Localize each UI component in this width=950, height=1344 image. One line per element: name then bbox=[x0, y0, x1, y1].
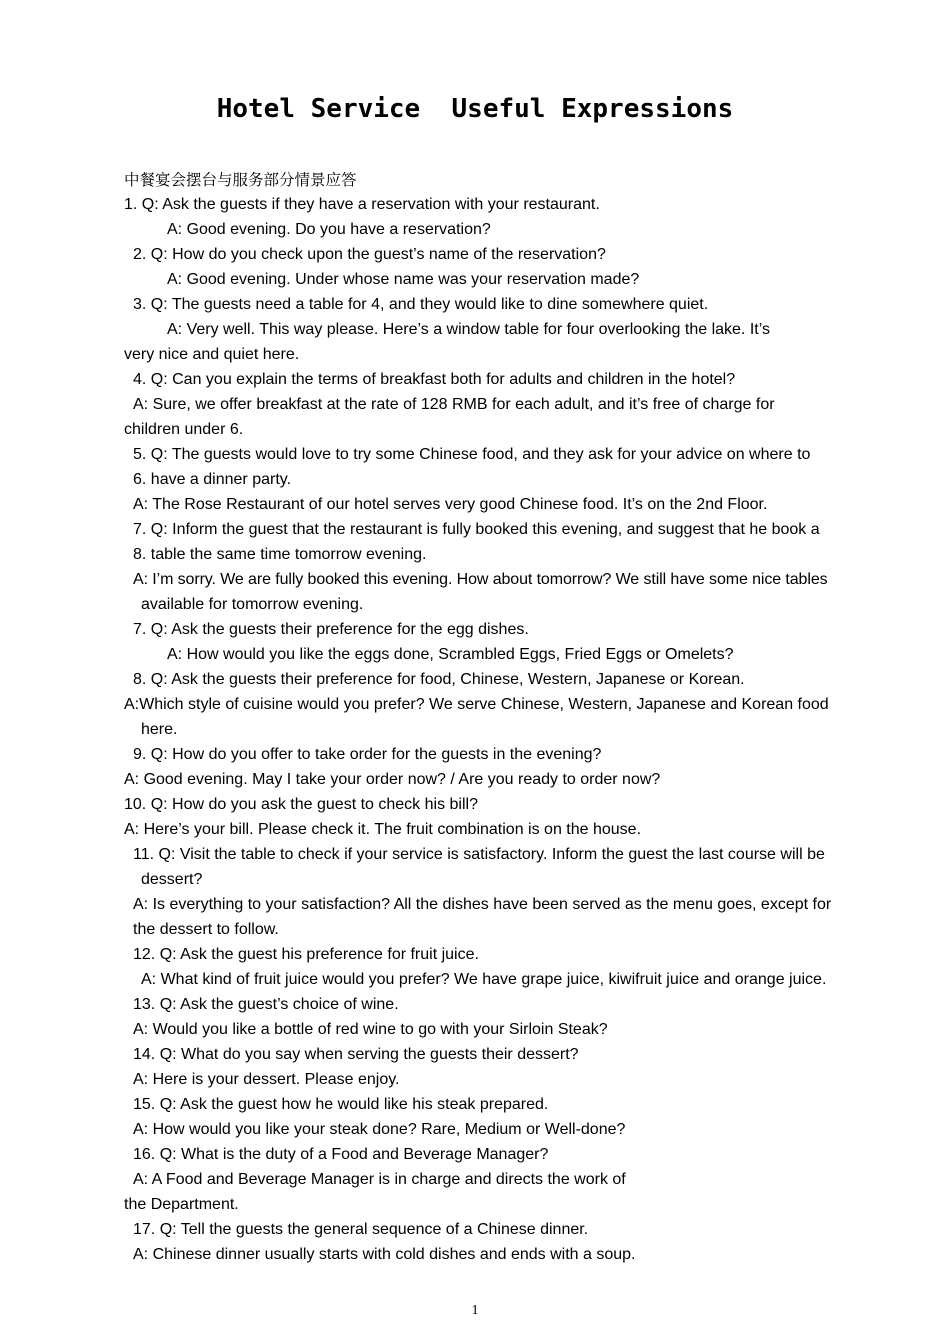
text-line-34: A: Would you like a bottle of red wine to go with your Sirloin Steak? bbox=[133, 1021, 608, 1038]
text-line-24: A: Good evening. May I take your order now? / Are you ready to order now? bbox=[124, 771, 661, 788]
text-line-15: 8. table the same time tomorrow evening. bbox=[133, 546, 427, 563]
document-title: Hotel Service Useful Expressions bbox=[216, 94, 734, 124]
text-line-31: 12. Q: Ask the guest his preference for fruit juice. bbox=[133, 946, 479, 963]
text-line-25: 10. Q: How do you ask the guest to check his bill? bbox=[124, 796, 478, 813]
text-line-20: 8. Q: Ask the guests their preference for food, Chinese, Western, Japanese or Korean. bbox=[133, 671, 745, 688]
text-line-23: 9. Q: How do you offer to take order for the guests in the evening? bbox=[133, 746, 602, 763]
section-subtitle: 中餐宴会摆台与服务部分情景应答 bbox=[124, 171, 357, 189]
text-line-6: A: Very well. This way please. Here’s a window table for four overlooking the lake. It’s bbox=[167, 321, 770, 338]
text-line-3: 2. Q: How do you check upon the guest’s name of the reservation? bbox=[133, 246, 606, 263]
text-line-4: A: Good evening. Under whose name was your reservation made? bbox=[167, 271, 640, 288]
text-line-19: A: How would you like the eggs done, Scrambled Eggs, Fried Eggs or Omelets? bbox=[167, 646, 734, 663]
text-line-33: 13. Q: Ask the guest’s choice of wine. bbox=[133, 996, 399, 1013]
text-line-26: A: Here’s your bill. Please check it. The fruit combination is on the house. bbox=[124, 821, 642, 838]
text-line-21: A:Which style of cuisine would you prefer? We serve Chinese, Western, Japanese and Korean food bbox=[124, 696, 829, 713]
text-line-42: 17. Q: Tell the guests the general sequence of a Chinese dinner. bbox=[133, 1221, 589, 1238]
text-line-5: 3. Q: The guests need a table for 4, and they would like to dine somewhere quiet. bbox=[133, 296, 709, 313]
text-line-27: 11. Q: Visit the table to check if your service is satisfactory. Inform the guest the last course will be bbox=[133, 846, 825, 863]
text-line-37: 15. Q: Ask the guest how he would like his steak prepared. bbox=[133, 1096, 549, 1113]
text-line-32: A: What kind of fruit juice would you prefer? We have grape juice, kiwifruit juice and orange juice. bbox=[141, 971, 827, 988]
text-line-41: the Department. bbox=[124, 1196, 239, 1213]
text-line-16: A: I’m sorry. We are fully booked this evening. How about tomorrow? We still have some nice tables bbox=[133, 571, 828, 588]
text-line-9: A: Sure, we offer breakfast at the rate of 128 RMB for each adult, and it’s free of charge for bbox=[133, 396, 775, 413]
text-line-30: the dessert to follow. bbox=[133, 921, 279, 938]
text-line-43: A: Chinese dinner usually starts with cold dishes and ends with a soup. bbox=[133, 1246, 636, 1263]
text-line-10: children under 6. bbox=[124, 421, 244, 438]
text-line-22: here. bbox=[141, 721, 178, 738]
text-line-39: 16. Q: What is the duty of a Food and Beverage Manager? bbox=[133, 1146, 549, 1163]
text-line-12: 6. have a dinner party. bbox=[133, 471, 292, 488]
page-number: 1 bbox=[471, 1303, 479, 1318]
text-line-17: available for tomorrow evening. bbox=[141, 596, 364, 613]
text-line-13: A: The Rose Restaurant of our hotel serves very good Chinese food. It’s on the 2nd Floor. bbox=[133, 496, 768, 513]
text-line-38: A: How would you like your steak done? Rare, Medium or Well-done? bbox=[133, 1121, 626, 1138]
text-line-35: 14. Q: What do you say when serving the guests their dessert? bbox=[133, 1046, 579, 1063]
text-line-11: 5. Q: The guests would love to try some Chinese food, and they ask for your advice on where to bbox=[133, 446, 811, 463]
text-line-8: 4. Q: Can you explain the terms of breakfast both for adults and children in the hotel? bbox=[133, 371, 736, 388]
text-line-29: A: Is everything to your satisfaction? All the dishes have been served as the menu goes, except for bbox=[133, 896, 832, 913]
text-line-14: 7. Q: Inform the guest that the restaurant is fully booked this evening, and suggest that he book a bbox=[133, 521, 820, 538]
text-line-40: A: A Food and Beverage Manager is in charge and directs the work of bbox=[133, 1171, 626, 1188]
text-line-1: 1. Q: Ask the guests if they have a reservation with your restaurant. bbox=[124, 196, 600, 213]
text-line-7: very nice and quiet here. bbox=[124, 346, 300, 363]
text-line-18: 7. Q: Ask the guests their preference for the egg dishes. bbox=[133, 621, 529, 638]
text-line-36: A: Here is your dessert. Please enjoy. bbox=[133, 1071, 400, 1088]
text-line-28: dessert? bbox=[141, 871, 203, 888]
text-line-2: A: Good evening. Do you have a reservation? bbox=[167, 221, 491, 238]
